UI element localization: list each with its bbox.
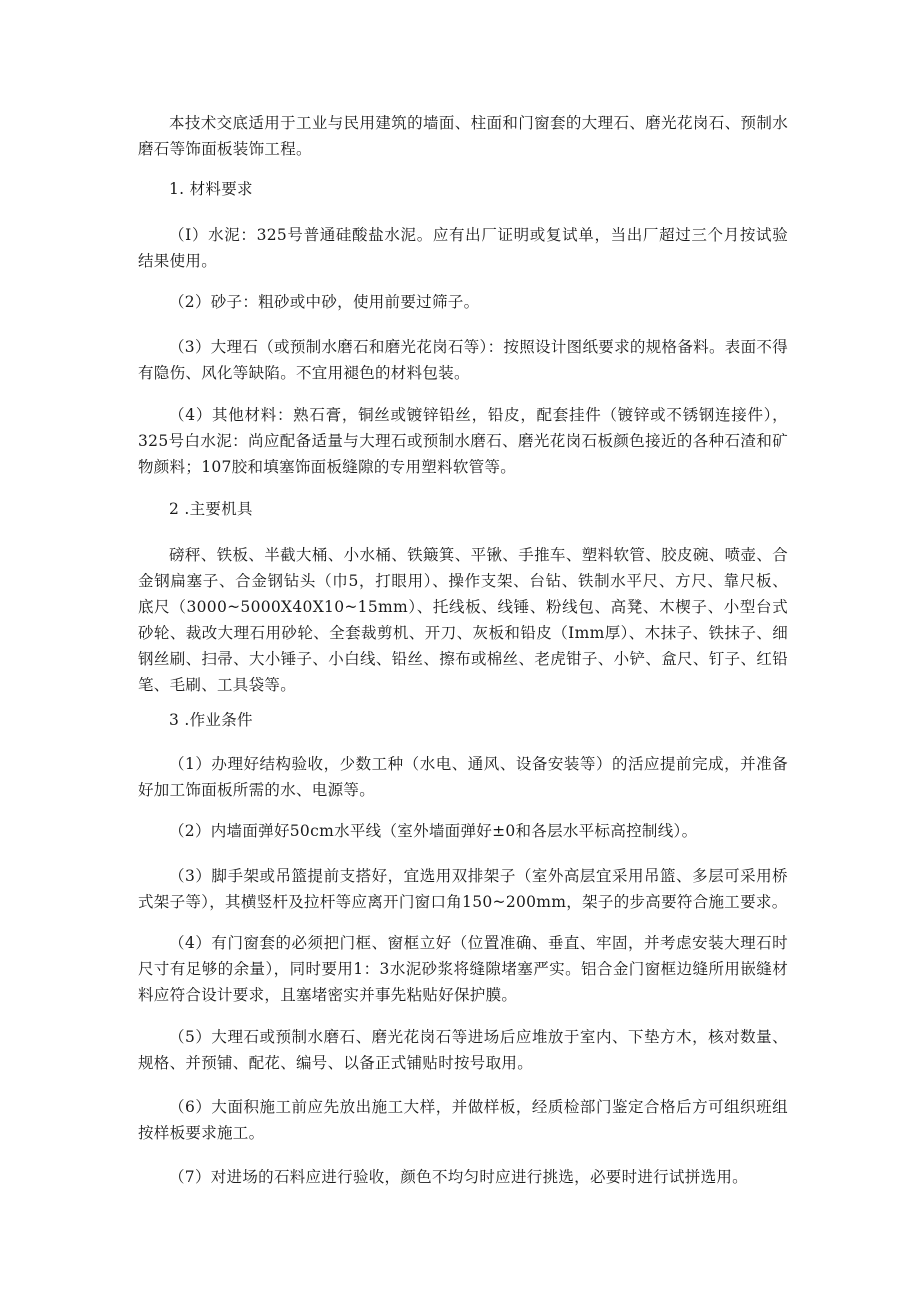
section-3-item-3: （3）脚手架或吊篮提前支搭好，宜选用双排架子（室外高层宜采用吊篮、多层可采用桥式架子等），其横竖杆及拉杆等应离开门窗口角150~200mm，架子的步高要符合施工要求。: [138, 867, 788, 911]
section-3-heading: 3 .作业条件: [169, 711, 253, 729]
section-3-item-1: （1）办理好结构验收，少数工种（水电、通风、设备安装等）的活应提前完成，并准备好加工饰面板所需的水、电源等。: [138, 755, 788, 799]
section-1-item-2: （2）砂子：粗砂或中砂，使用前要过筛子。: [169, 293, 480, 311]
section-3-item-7: （7）对进场的石料应进行验收，颜色不均匀时应进行挑选，必要时进行试拼选用。: [169, 1168, 748, 1186]
intro-paragraph: 本技术交底适用于工业与民用建筑的墙面、柱面和门窗套的大理石、磨光花岗石、预制水磨石等饰面板装饰工程。: [138, 114, 788, 158]
section-3-item-5: （5）大理石或预制水磨石、磨光花岗石等进场后应堆放于室内、下垫方木，核对数量、规格、并预铺、配花、编号、以备正式铺贴时按号取用。: [138, 1028, 788, 1072]
section-3-item-4: （4）有门窗套的必须把门框、窗框立好（位置准确、垂直、牢固，并考虑安装大理石时尺寸有足够的余量），同时要用1：3水泥砂浆将缝隙堵塞严实。铝合金门窗框边缝所用嵌缝材料应符合设计要求，且塞堵密实并事先粘贴好保护膜。: [138, 934, 788, 1004]
section-1-item-1: （I）水泥：325号普通硅酸盐水泥。应有出厂证明或复试单，当出厂超过三个月按试验结果使用。: [138, 226, 788, 270]
section-1-item-4: （4）其他材料：熟石膏，铜丝或镀锌铅丝，铅皮，配套挂件（镀锌或不锈钢连接件），325号白水泥：尚应配备适量与大理石或预制水磨石、磨光花岗石板颜色接近的各种石渣和矿物颜料；107胶和填塞饰面板缝隙的专用塑料软管等。: [138, 406, 788, 476]
section-2-body: 磅秤、铁板、半截大桶、小水桶、铁簸箕、平锹、手推车、塑料软管、胶皮碗、喷壶、合金钢扁塞子、合金钢钻头（巾5，打眼用）、操作支架、台钻、铁制水平尺、方尺、靠尺板、底尺（3000~5000X40X10~15mm）、托线板、线锤、粉线包、高凳、木楔子、小型台式砂轮、裁改大理石用砂轮、全套裁剪机、开刀、灰板和铅皮（Imm厚）、木抹子、铁抹子、细钢丝刷、扫帚、大小锤子、小白线、铅丝、擦布或棉丝、老虎钳子、小铲、盒尺、钉子、红铅笔、毛刷、工具袋等。: [138, 546, 788, 694]
section-3-item-6: （6）大面积施工前应先放出施工大样，并做样板，经质检部门鉴定合格后方可组织班组按样板要求施工。: [138, 1098, 788, 1142]
section-3-item-2: （2）内墙面弹好50cm水平线（室外墙面弹好±0和各层水平标高控制线）。: [169, 822, 698, 840]
section-1-heading: 1. 材料要求: [169, 180, 253, 198]
section-2-heading: 2 .主要机具: [169, 500, 253, 518]
section-1-item-3: （3）大理石（或预制水磨石和磨光花岗石等）：按照设计图纸要求的规格备料。表面不得有隐伤、风化等缺陷。不宜用褪色的材料包装。: [138, 338, 788, 382]
